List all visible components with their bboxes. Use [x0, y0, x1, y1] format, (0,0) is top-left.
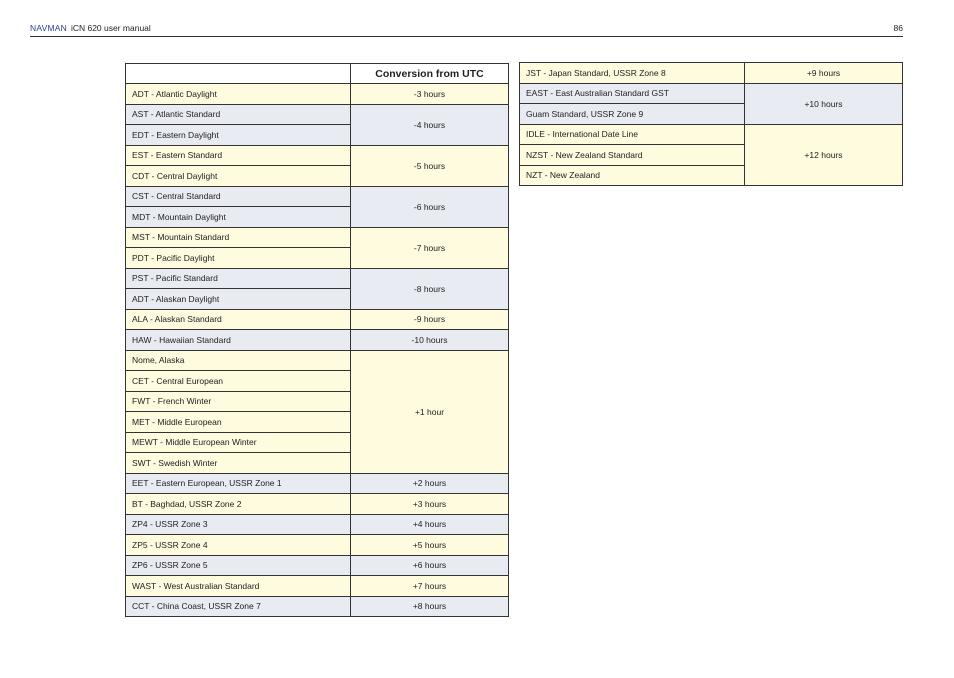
- timezone-table-right: [519, 62, 903, 186]
- timezone-name-cell: IDLE - International Date Line: [520, 124, 745, 145]
- timezone-name-cell: JST - Japan Standard, USSR Zone 8: [520, 63, 745, 84]
- utc-conversion-cell: -9 hours: [351, 309, 509, 330]
- utc-conversion-cell: -10 hours: [351, 330, 509, 351]
- timezone-name-cell: MDT - Mountain Daylight: [126, 207, 351, 228]
- timezone-name-cell: EST - Eastern Standard: [126, 145, 351, 166]
- timezone-name-cell: MEWT - Middle European Winter: [126, 432, 351, 453]
- utc-conversion-cell: +10 hours: [745, 83, 903, 124]
- utc-conversion-cell: -8 hours: [351, 268, 509, 309]
- table-row: [126, 555, 509, 576]
- timezone-name-cell: NZT - New Zealand: [520, 165, 745, 186]
- utc-conversion-cell: -3 hours: [351, 84, 509, 105]
- timezone-name-cell: NZST - New Zealand Standard: [520, 145, 745, 166]
- table-row: [126, 596, 509, 617]
- table-row: [520, 124, 903, 145]
- utc-conversion-cell: +7 hours: [351, 576, 509, 597]
- timezone-name-cell: CET - Central European: [126, 371, 351, 392]
- utc-conversion-cell: +6 hours: [351, 555, 509, 576]
- table-row: [520, 63, 903, 84]
- timezone-name-cell: FWT - French Winter: [126, 391, 351, 412]
- brand-name: NAVMAN: [30, 23, 67, 33]
- page-number: 86: [893, 23, 903, 33]
- timezone-name-cell: SWT - Swedish Winter: [126, 453, 351, 474]
- table-row: [520, 83, 903, 104]
- zone-column-header: [126, 64, 351, 84]
- table-row: [126, 104, 509, 125]
- timezone-name-cell: ZP6 - USSR Zone 5: [126, 555, 351, 576]
- table-row: [126, 84, 509, 105]
- timezone-name-cell: ADT - Atlantic Daylight: [126, 84, 351, 105]
- timezone-name-cell: EDT - Eastern Daylight: [126, 125, 351, 146]
- timezone-table-left-body: [126, 84, 509, 617]
- timezone-name-cell: BT - Baghdad, USSR Zone 2: [126, 494, 351, 515]
- timezone-name-cell: MET - Middle European: [126, 412, 351, 433]
- utc-conversion-cell: -5 hours: [351, 145, 509, 186]
- timezone-name-cell: CDT - Central Daylight: [126, 166, 351, 187]
- utc-conversion-cell: +8 hours: [351, 596, 509, 617]
- table-row: [126, 494, 509, 515]
- utc-conversion-cell: +12 hours: [745, 124, 903, 186]
- table-header-row: [126, 64, 509, 84]
- utc-conversion-cell: +3 hours: [351, 494, 509, 515]
- timezone-table-left: [125, 63, 509, 617]
- table-row: [126, 145, 509, 166]
- timezone-name-cell: ADT - Alaskan Daylight: [126, 289, 351, 310]
- timezone-name-cell: Guam Standard, USSR Zone 9: [520, 104, 745, 125]
- timezone-name-cell: EET - Eastern European, USSR Zone 1: [126, 473, 351, 494]
- table-row: [126, 227, 509, 248]
- timezone-name-cell: ALA - Alaskan Standard: [126, 309, 351, 330]
- timezone-name-cell: Nome, Alaska: [126, 350, 351, 371]
- timezone-name-cell: PDT - Pacific Daylight: [126, 248, 351, 269]
- utc-conversion-cell: +1 hour: [351, 350, 509, 473]
- utc-conversion-cell: +5 hours: [351, 535, 509, 556]
- table-row: [126, 268, 509, 289]
- table-row: [126, 330, 509, 351]
- utc-conversion-cell: +9 hours: [745, 63, 903, 84]
- table-row: [126, 514, 509, 535]
- utc-conversion-cell: +2 hours: [351, 473, 509, 494]
- utc-conversion-cell: -4 hours: [351, 104, 509, 145]
- timezone-name-cell: AST - Atlantic Standard: [126, 104, 351, 125]
- table-row: [126, 576, 509, 597]
- conversion-column-header: Conversion from UTC: [351, 64, 509, 84]
- utc-conversion-cell: -6 hours: [351, 186, 509, 227]
- table-row: [126, 186, 509, 207]
- table-row: [126, 350, 509, 371]
- timezone-name-cell: ZP4 - USSR Zone 3: [126, 514, 351, 535]
- utc-conversion-cell: -7 hours: [351, 227, 509, 268]
- timezone-name-cell: CCT - China Coast, USSR Zone 7: [126, 596, 351, 617]
- utc-conversion-cell: +4 hours: [351, 514, 509, 535]
- table-row: [126, 309, 509, 330]
- timezone-name-cell: PST - Pacific Standard: [126, 268, 351, 289]
- page-header: [30, 22, 903, 37]
- timezone-name-cell: WAST - West Australian Standard: [126, 576, 351, 597]
- timezone-name-cell: EAST - East Australian Standard GST: [520, 83, 745, 104]
- timezone-table-right-body: [520, 63, 903, 186]
- timezone-name-cell: HAW - Hawaiian Standard: [126, 330, 351, 351]
- timezone-name-cell: ZP5 - USSR Zone 4: [126, 535, 351, 556]
- table-row: [126, 535, 509, 556]
- manual-title: iCN 620 user manual: [70, 23, 151, 33]
- timezone-name-cell: MST - Mountain Standard: [126, 227, 351, 248]
- table-row: [126, 473, 509, 494]
- timezone-name-cell: CST - Central Standard: [126, 186, 351, 207]
